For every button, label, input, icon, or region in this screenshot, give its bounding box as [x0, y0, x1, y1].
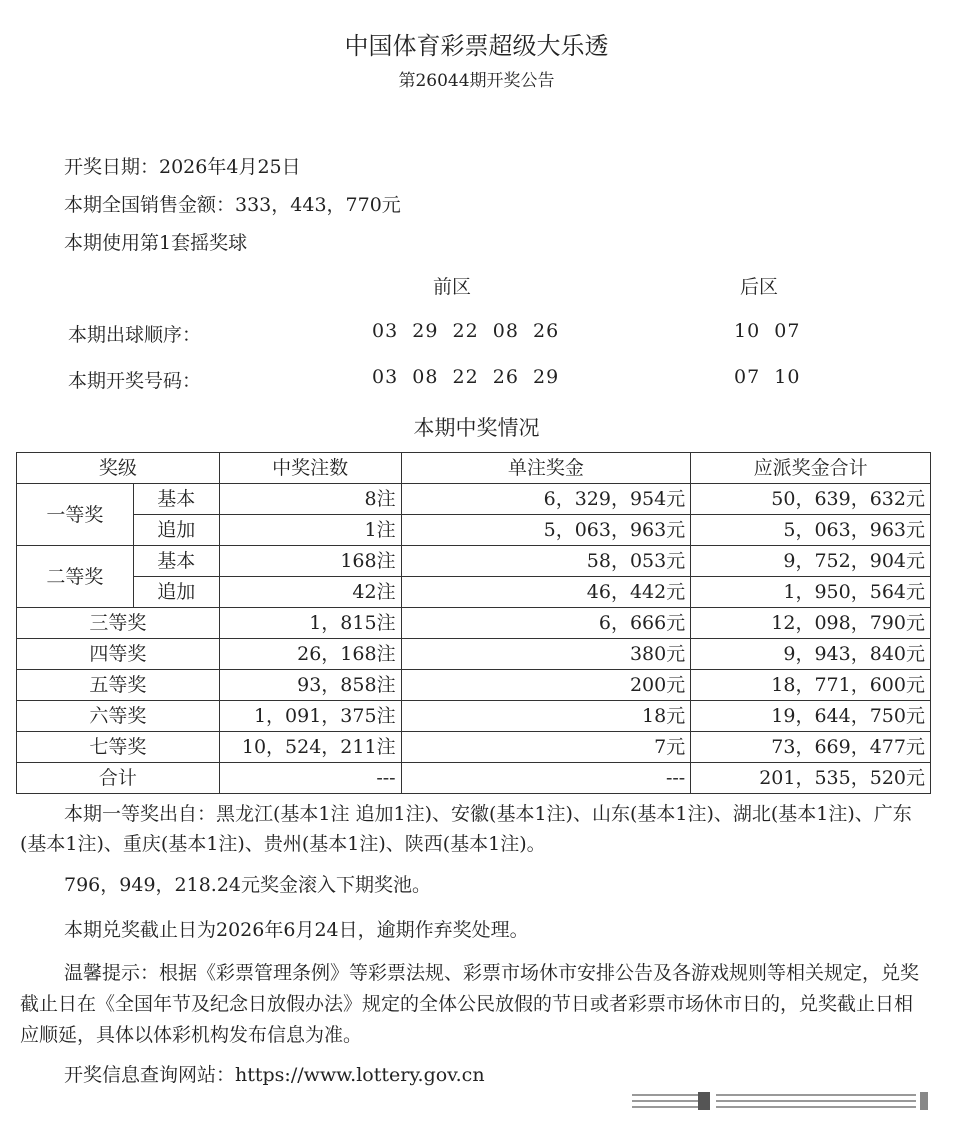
unit-prize: 18元 [401, 701, 691, 732]
winning-back: 07 10 [734, 366, 801, 388]
table-row [17, 608, 931, 639]
draw-order-back: 10 07 [734, 320, 801, 342]
unit-prize: 200元 [401, 670, 691, 701]
win-count: 93，858注 [219, 670, 401, 701]
draw-order-label: 本期出球顺序： [68, 324, 202, 346]
win-count: 26，168注 [219, 639, 401, 670]
table-header-row [17, 453, 931, 484]
win-count: 10，524，211注 [219, 732, 401, 763]
prize-level: 七等奖 [17, 732, 220, 763]
header-prize: 单注奖金 [401, 453, 691, 484]
win-count: 8注 [219, 484, 401, 515]
unit-prize: 6，329，954元 [401, 484, 691, 515]
back-zone-label: 后区 [740, 276, 779, 298]
win-count: 1，815注 [219, 608, 401, 639]
issue-subtitle: 第26044期开奖公告 [398, 71, 555, 91]
table-row [17, 577, 931, 608]
prize-total: 50，639，632元 [691, 484, 931, 515]
table-row [17, 546, 931, 577]
prize-level: 二等奖 [17, 546, 134, 608]
prize-total: 5，063，963元 [691, 515, 931, 546]
prize-type: 追加 [133, 515, 219, 546]
unit-prize: 46，442元 [401, 577, 691, 608]
watermark [632, 1088, 932, 1116]
unit-prize: 7元 [401, 732, 691, 763]
win-count: 42注 [219, 577, 401, 608]
table-row [17, 484, 931, 515]
table-row [17, 732, 931, 763]
prize-total: 1，950，564元 [691, 577, 931, 608]
prize-total: 73，669，477元 [691, 732, 931, 763]
prize-level: 三等奖 [17, 608, 220, 639]
draw-date: 开奖日期：2026年4月25日 [64, 156, 301, 178]
winning-numbers-label: 本期开奖号码： [68, 370, 202, 392]
header-count: 中奖注数 [219, 453, 401, 484]
prize-table [16, 452, 931, 794]
header-level: 奖级 [17, 453, 220, 484]
sales-amount: 本期全国销售金额：333，443，770元 [64, 194, 401, 216]
header-total: 应派奖金合计 [691, 453, 931, 484]
unit-prize: 6，666元 [401, 608, 691, 639]
unit-prize: 5，063，963元 [401, 515, 691, 546]
unit-prize: 380元 [401, 639, 691, 670]
win-count: 1，091，375注 [219, 701, 401, 732]
prize-total: 9，752，904元 [691, 546, 931, 577]
unit-prize: 58，053元 [401, 546, 691, 577]
query-website: 开奖信息查询网站：https://www.lottery.gov.cn [64, 1064, 485, 1086]
page-title: 中国体育彩票超级大乐透 [344, 32, 609, 60]
prize-type: 基本 [133, 484, 219, 515]
section-title: 本期中奖情况 [413, 416, 540, 440]
table-row [17, 515, 931, 546]
win-count: --- [219, 763, 401, 794]
prize-total: 18，771，600元 [691, 670, 931, 701]
jackpot-rollover: 796，949，218.24元奖金滚入下期奖池。 [64, 874, 432, 896]
ball-set: 本期使用第1套摇奖球 [64, 232, 248, 254]
win-count: 1注 [219, 515, 401, 546]
warm-tips: 温馨提示：根据《彩票管理条例》等彩票法规、彩票市场休市安排公告及各游戏规则等相关规定，兑奖截止日在《全国年节及纪念日放假办法》规定的全体公民放假的节日或者彩票市场休市日的，兑奖截止日相应顺延，具体以体彩机构发布信息为准。 [20, 962, 920, 1046]
sum-label: 合计 [17, 763, 220, 794]
prize-total: 19，644，750元 [691, 701, 931, 732]
prize-type: 基本 [133, 546, 219, 577]
table-row [17, 701, 931, 732]
claim-deadline: 本期兑奖截止日为2026年6月24日，逾期作弃奖处理。 [64, 919, 529, 941]
unit-prize: --- [401, 763, 691, 794]
prize-total: 201，535，520元 [691, 763, 931, 794]
prize-total: 9，943，840元 [691, 639, 931, 670]
prize-type: 追加 [133, 577, 219, 608]
front-zone-label: 前区 [433, 276, 472, 298]
prize-level: 六等奖 [17, 701, 220, 732]
winning-front: 03 08 22 26 29 [372, 366, 560, 388]
prize-level: 一等奖 [17, 484, 134, 546]
prize-level: 五等奖 [17, 670, 220, 701]
prize-level: 四等奖 [17, 639, 220, 670]
first-prize-origin: 本期一等奖出自：黑龙江(基本1注 追加1注)、安徽(基本1注)、山东(基本1注)、湖北(基本1注)、广东(基本1注)、重庆(基本1注)、贵州(基本1注)、陕西(基本1注)。 [20, 803, 912, 855]
draw-order-front: 03 29 22 08 26 [372, 320, 560, 342]
prize-total: 12，098，790元 [691, 608, 931, 639]
win-count: 168注 [219, 546, 401, 577]
table-sum-row [17, 763, 931, 794]
table-row [17, 670, 931, 701]
table-row [17, 639, 931, 670]
